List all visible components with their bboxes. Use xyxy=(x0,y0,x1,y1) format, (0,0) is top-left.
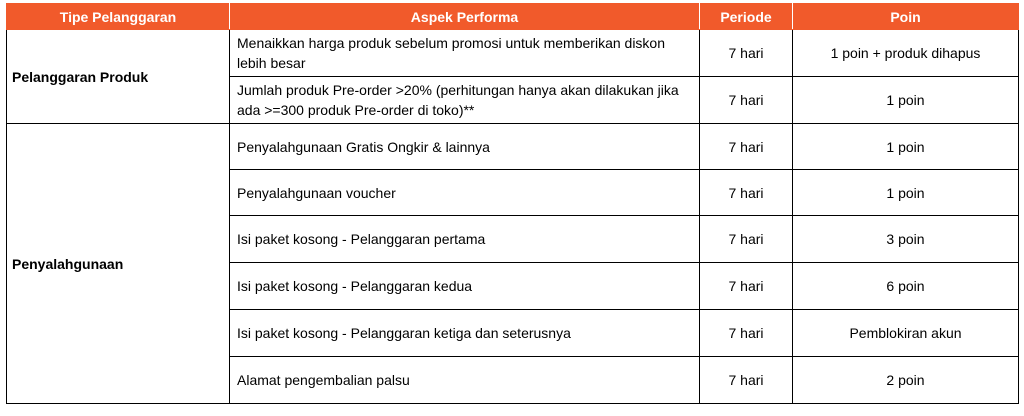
aspect-cell: Menaikkan harga produk sebelum promosi untuk memberikan diskon lebih besar xyxy=(230,30,700,77)
aspect-cell: Isi paket kosong - Pelanggaran kedua xyxy=(230,263,700,310)
aspect-cell: Jumlah produk Pre-order >20% (perhitungan hanya akan dilakukan jika ada >=300 produk Pre-order di toko)** xyxy=(230,77,700,124)
period-cell: 7 hari xyxy=(700,357,793,404)
table-header-row xyxy=(7,4,1019,30)
violation-type-cell: Penyalahgunaan xyxy=(7,124,230,404)
aspect-cell: Penyalahgunaan Gratis Ongkir & lainnya xyxy=(230,124,700,170)
points-cell: 2 poin xyxy=(793,357,1019,404)
header-period: Periode xyxy=(700,4,793,30)
period-cell: 7 hari xyxy=(700,77,793,124)
table-row xyxy=(7,30,1019,77)
points-cell: 1 poin xyxy=(793,170,1019,216)
period-cell: 7 hari xyxy=(700,30,793,77)
header-performance-aspect: Aspek Performa xyxy=(230,4,700,30)
points-cell: 6 poin xyxy=(793,263,1019,310)
aspect-cell: Isi paket kosong - Pelanggaran pertama xyxy=(230,216,700,263)
points-cell: 1 poin xyxy=(793,77,1019,124)
points-cell: 1 poin + produk dihapus xyxy=(793,30,1019,77)
points-cell: Pemblokiran akun xyxy=(793,310,1019,357)
period-cell: 7 hari xyxy=(700,216,793,263)
table-row xyxy=(7,124,1019,170)
violation-table-container xyxy=(6,3,1019,404)
period-cell: 7 hari xyxy=(700,310,793,357)
points-cell: 1 poin xyxy=(793,124,1019,170)
period-cell: 7 hari xyxy=(700,263,793,310)
aspect-cell: Isi paket kosong - Pelanggaran ketiga dan seterusnya xyxy=(230,310,700,357)
aspect-cell: Alamat pengembalian palsu xyxy=(230,357,700,404)
period-cell: 7 hari xyxy=(700,124,793,170)
period-cell: 7 hari xyxy=(700,170,793,216)
aspect-cell: Penyalahgunaan voucher xyxy=(230,170,700,216)
violation-type-cell: Pelanggaran Produk xyxy=(7,30,230,124)
points-cell: 3 poin xyxy=(793,216,1019,263)
violation-points-table xyxy=(6,3,1019,404)
header-violation-type: Tipe Pelanggaran xyxy=(7,4,230,30)
header-points: Poin xyxy=(793,4,1019,30)
